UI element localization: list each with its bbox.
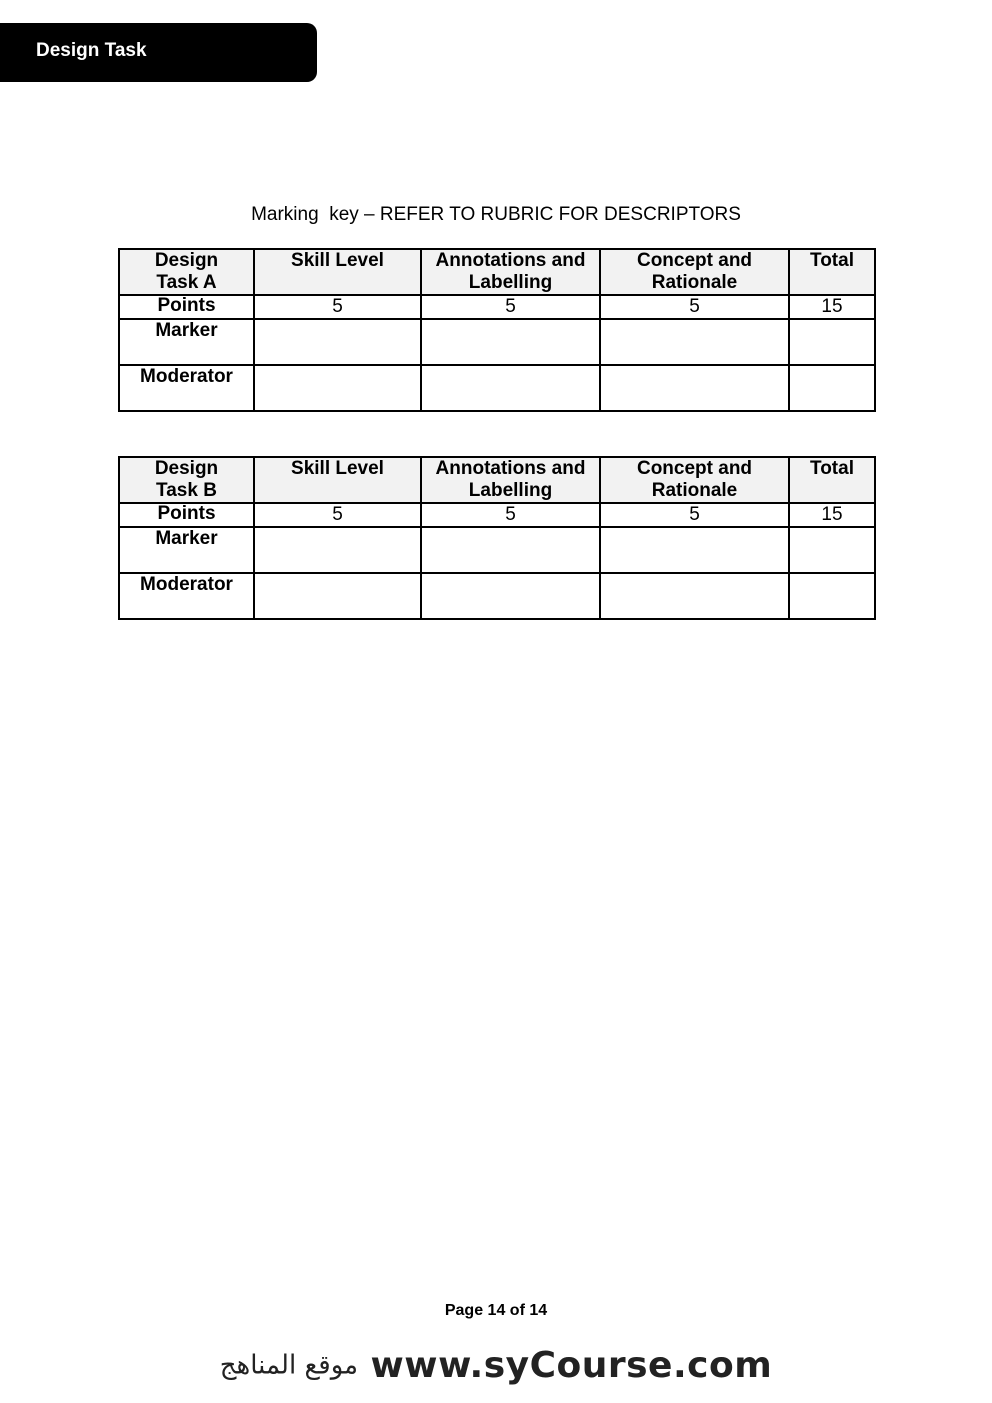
section-tab: [0, 23, 317, 82]
moderator-row: [119, 365, 875, 411]
header-concept: Concept and Rationale: [600, 457, 789, 503]
page-number: [0, 1302, 992, 1320]
points-skill-level: 5: [254, 295, 421, 319]
points-total: 15: [789, 295, 875, 319]
marking-key-heading: Marking key – REFER TO RUBRIC FOR DESCRIPTORS: [251, 204, 741, 225]
moderator-cell[interactable]: [254, 573, 421, 619]
marker-cell[interactable]: [600, 527, 789, 573]
header-annotations: Annotations and Labelling: [421, 249, 600, 295]
header-total: Total: [789, 249, 875, 295]
page-prefix: Page: [444, 1302, 484, 1319]
moderator-cell[interactable]: [789, 573, 875, 619]
points-annotations: 5: [421, 295, 600, 319]
marker-cell[interactable]: [421, 319, 600, 365]
moderator-cell[interactable]: [600, 573, 789, 619]
marker-label: Marker: [119, 527, 254, 573]
section-tab-label: Design Task: [36, 40, 147, 61]
header-skill-level: Skill Level: [254, 249, 421, 295]
marker-cell[interactable]: [789, 527, 875, 573]
points-total: 15: [789, 503, 875, 527]
points-concept: 5: [600, 295, 789, 319]
moderator-cell[interactable]: [254, 365, 421, 411]
marker-row: [119, 319, 875, 365]
header-skill-level: Skill Level: [254, 457, 421, 503]
points-label: Points: [119, 503, 254, 527]
marker-cell[interactable]: [254, 319, 421, 365]
marker-cell[interactable]: [600, 319, 789, 365]
points-row: [119, 503, 875, 527]
moderator-cell[interactable]: [600, 365, 789, 411]
page-total: 14: [529, 1302, 548, 1319]
marker-cell[interactable]: [789, 319, 875, 365]
marker-row: [119, 527, 875, 573]
points-annotations: 5: [421, 503, 600, 527]
header-total: Total: [789, 457, 875, 503]
points-concept: 5: [600, 503, 789, 527]
moderator-cell[interactable]: [421, 365, 600, 411]
watermark-url[interactable]: www.syCourse.com: [370, 1345, 773, 1386]
points-row: [119, 295, 875, 319]
moderator-label: Moderator: [119, 365, 254, 411]
points-label: Points: [119, 295, 254, 319]
page-current: 14: [487, 1302, 506, 1319]
header-design-task: Design Task B: [119, 457, 254, 503]
table-header-row: [119, 457, 875, 503]
header-concept: Concept and Rationale: [600, 249, 789, 295]
marking-table-a: [118, 248, 876, 412]
header-annotations: Annotations and Labelling: [421, 457, 600, 503]
marker-label: Marker: [119, 319, 254, 365]
header-design-task: Design Task A: [119, 249, 254, 295]
marking-table-b: [118, 456, 876, 620]
moderator-row: [119, 573, 875, 619]
site-watermark: [0, 1345, 992, 1386]
page-of: of: [509, 1302, 525, 1319]
moderator-label: Moderator: [119, 573, 254, 619]
marker-cell[interactable]: [254, 527, 421, 573]
points-skill-level: 5: [254, 503, 421, 527]
watermark-arabic: موقع المناهج: [219, 1350, 359, 1381]
moderator-cell[interactable]: [789, 365, 875, 411]
marker-cell[interactable]: [421, 527, 600, 573]
table-header-row: [119, 249, 875, 295]
moderator-cell[interactable]: [421, 573, 600, 619]
